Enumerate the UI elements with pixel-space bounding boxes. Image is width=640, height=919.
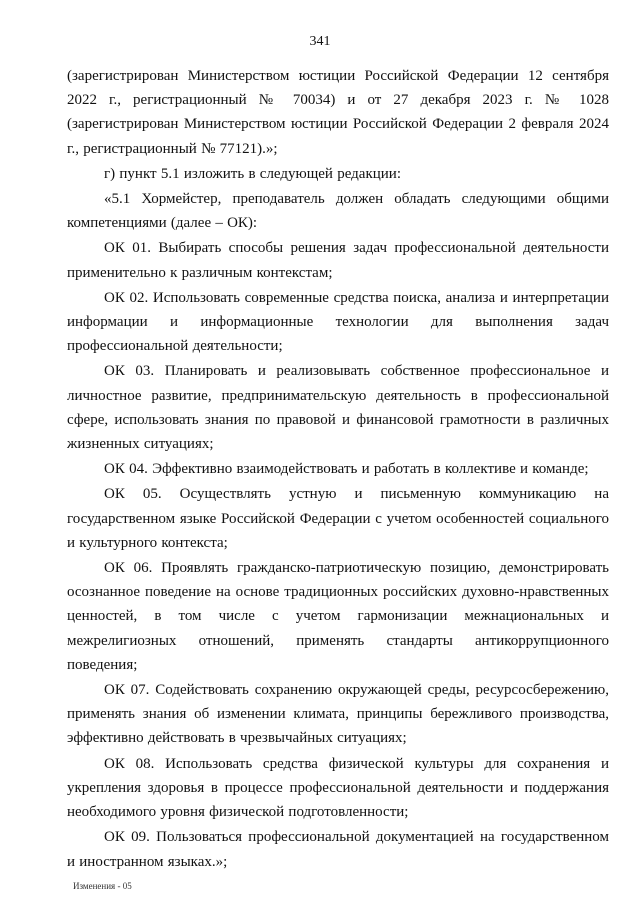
paragraph-ok-06: ОК 06. Проявлять гражданско-патриотическую позицию, демонстрировать осознанное поведение на основе традиционных российских духовно-нравственных ценностей, в том числе с учетом гармонизации межнациональных и межрелигиозных отношений, применять стандарты антикоррупционного поведения; (67, 560, 609, 673)
footer-revision-label: Изменения - 05 (73, 881, 132, 891)
paragraph-5-1-intro: «5.1 Хормейстер, преподаватель должен обладать следующими общими компетенциями (далее – ОК): (67, 191, 609, 232)
paragraph-ok-05: ОК 05. Осуществлять устную и письменную коммуникацию на государственном языке Российской Федерации с учетом особенностей социального и культурного контекста; (67, 486, 609, 551)
paragraph-ok-08: ОК 08. Использовать средства физической культуры для сохранения и укрепления здоровья в процессе профессиональной деятельности и поддержания необходимого уровня физической подготовленности; (67, 755, 609, 821)
paragraph-ok-02: ОК 02. Использовать современные средства поиска, анализа и интерпретации информации и информационные технологии для выполнения задач профессиональной деятельности; (67, 289, 609, 355)
paragraph-ok-03: ОК 03. Планировать и реализовывать собственное профессиональное и личностное развитие, предпринимательскую деятельность в профессиональной сфере, использовать знания по правовой и финансовой грамотности в различных жизненных ситуациях; (67, 363, 609, 453)
paragraph-ok-01: ОК 01. Выбирать способы решения задач профессиональной деятельности применительно к различным контекстам; (67, 240, 609, 281)
paragraph-ok-04: ОК 04. Эффективно взаимодействовать и работать в коллективе и команде; (104, 461, 589, 478)
paragraph-item-g: г) пункт 5.1 изложить в следующей редакции: (104, 165, 401, 182)
document-body (67, 64, 609, 875)
paragraph-registration-continuation: (зарегистрирован Министерством юстиции Российской Федерации 12 сентября 2022 г., регистрационный № 70034) и от 27 декабря 2023 г. № 1028 (зарегистрирован Министерством юстиции Российской Федерации 2 февраля 2024 г., регистрационный № 77121).»; (67, 68, 609, 157)
paragraph-ok-09: ОК 09. Пользоваться профессиональной документацией на государственном и иностранном языках.»; (67, 829, 609, 870)
page-number: 341 (309, 34, 331, 49)
paragraph-ok-07: ОК 07. Содействовать сохранению окружающей среды, ресурсосбережению, применять знания об изменении климата, принципы бережливого производства, эффективно действовать в чрезвычайных ситуациях; (67, 682, 609, 747)
